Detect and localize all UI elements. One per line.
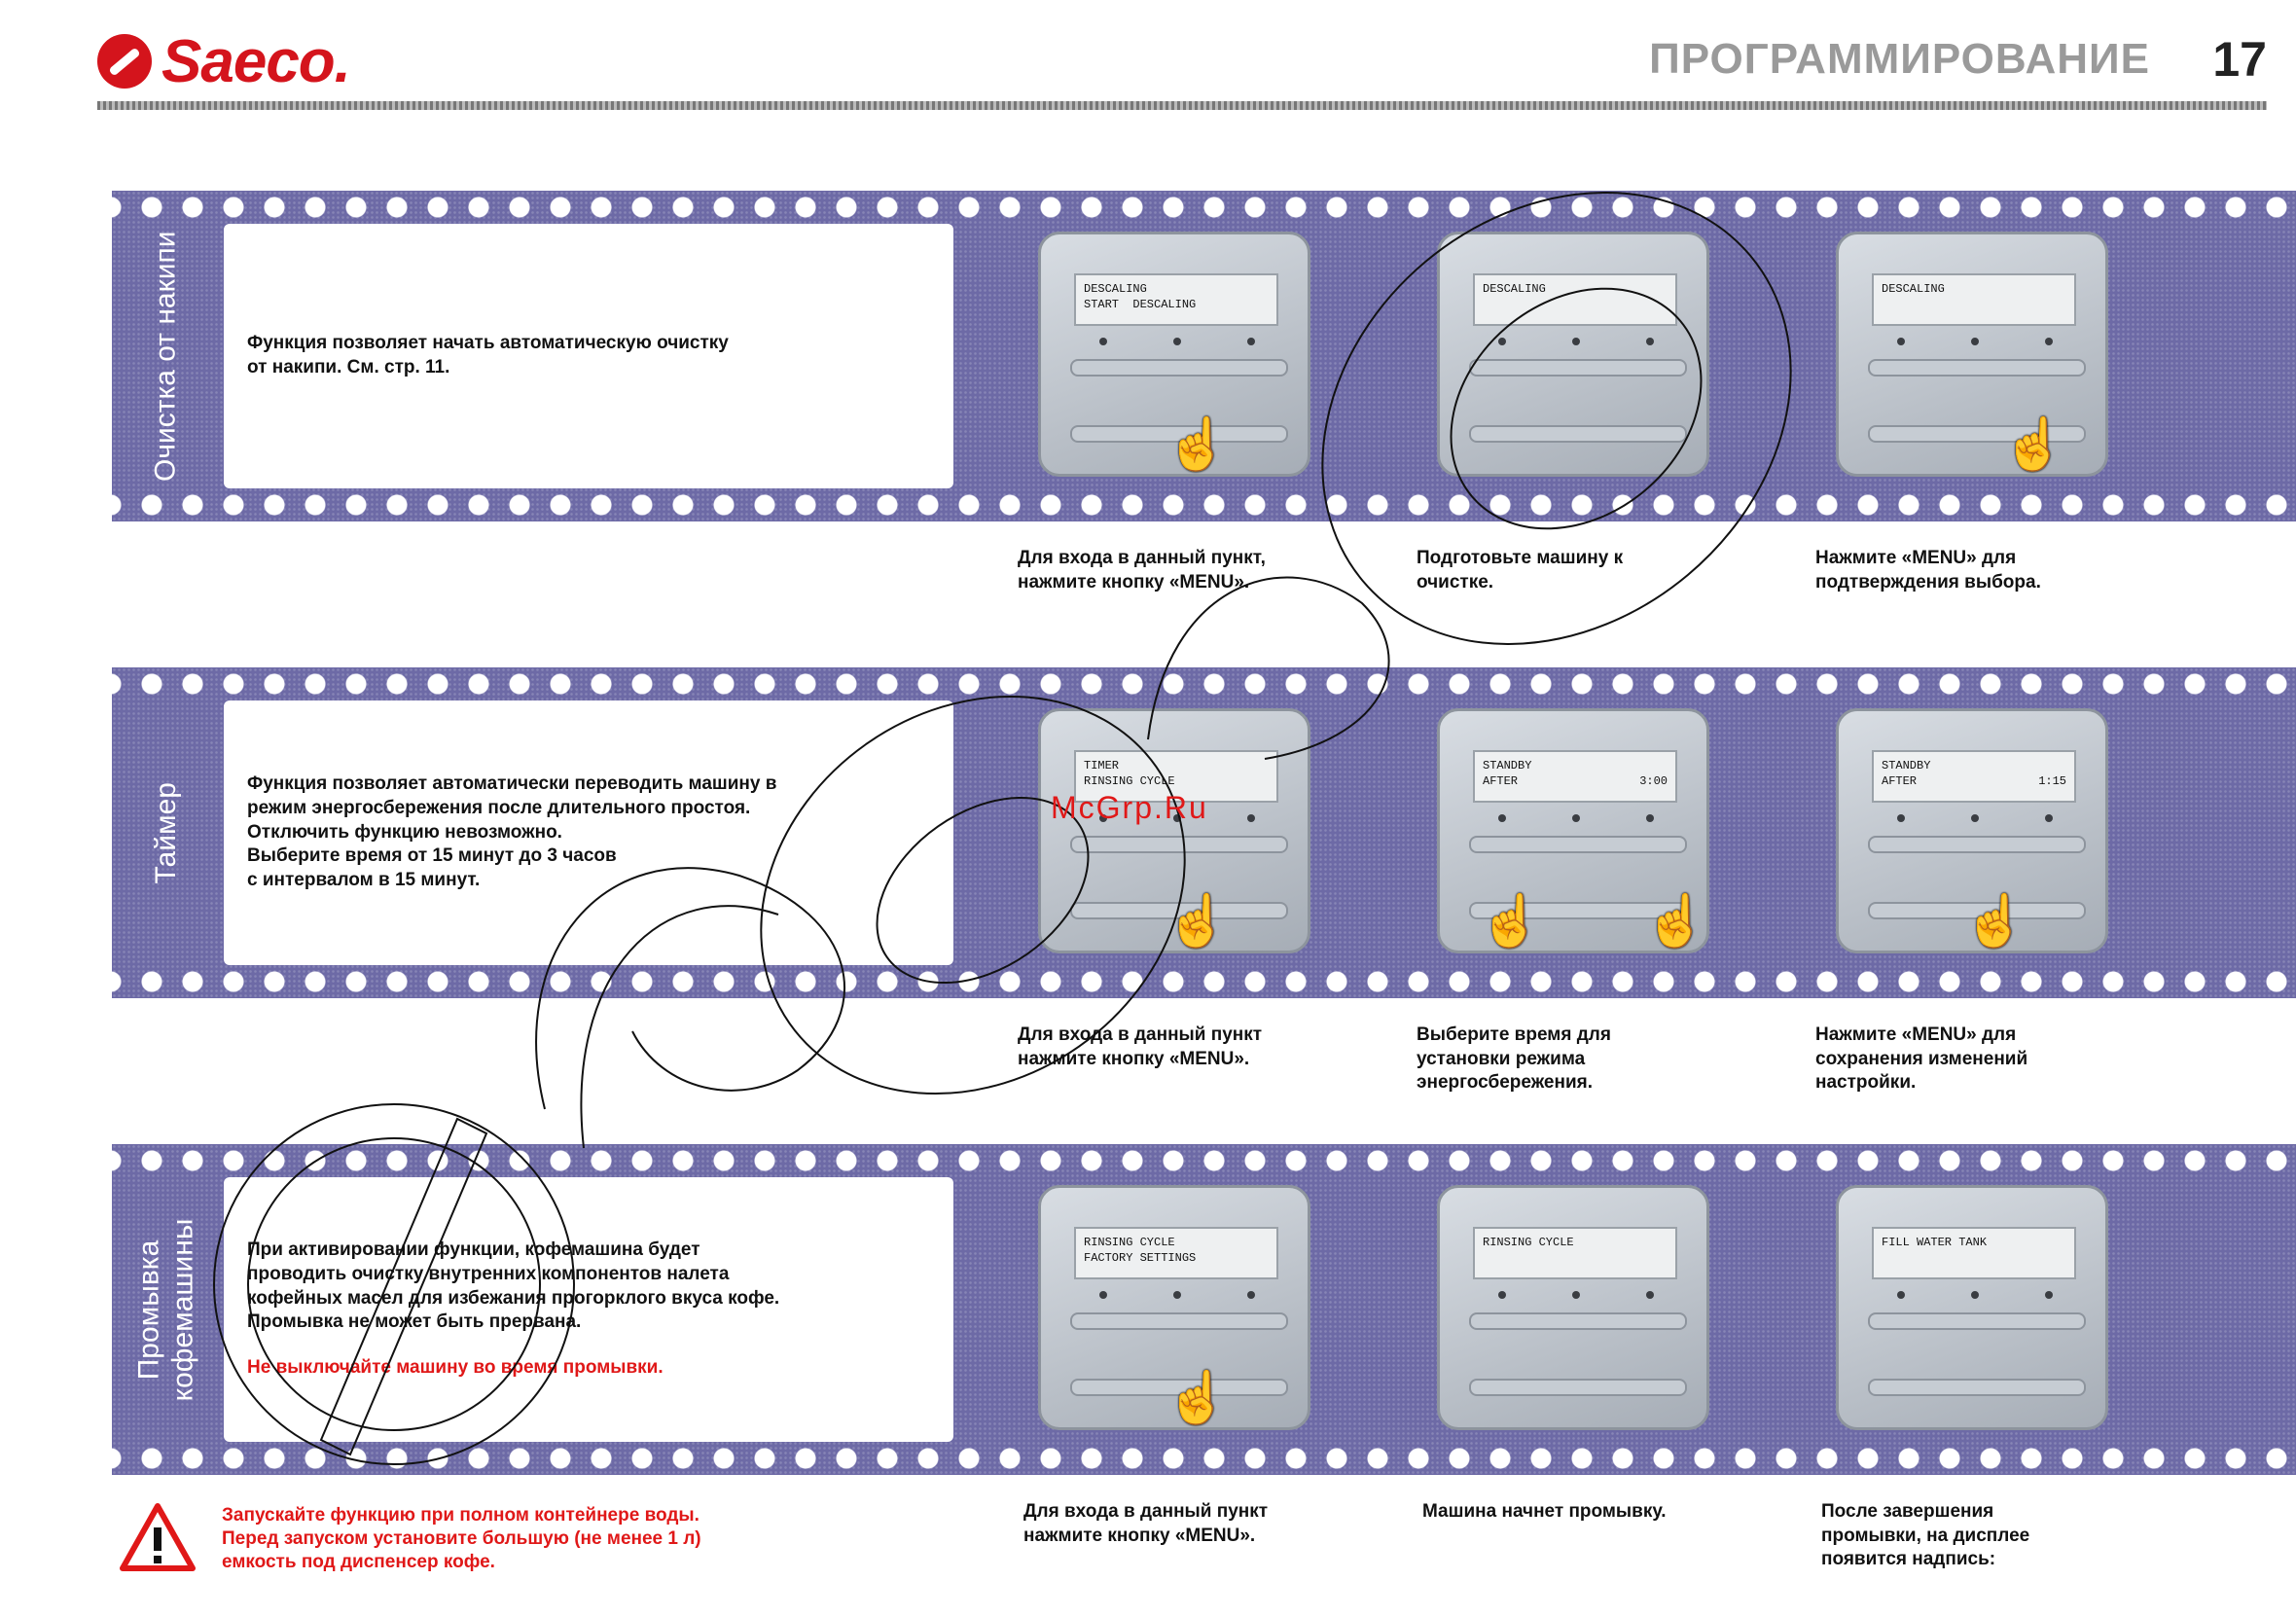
control-panel — [1038, 232, 1310, 477]
step-caption: Машина начнет промывку. — [1422, 1501, 1667, 1522]
warning-triangle-icon — [119, 1502, 197, 1572]
control-panel — [1038, 1185, 1310, 1430]
step-caption: Для входа в данный пункт нажмите кнопку «MENU». — [1023, 1501, 1269, 1546]
panel-display: DESCALING START DESCALING — [1074, 273, 1278, 326]
section-side-label: Очистка от накипи — [149, 231, 182, 482]
pointing-hand-icon: ☝ — [2002, 416, 2065, 473]
footer-warning: Запускайте функцию при полном контейнере воды. Перед запуском установите большую (не менее 1 л) емкость под диспенсер кофе. — [222, 1505, 701, 1572]
control-panel — [1038, 708, 1310, 953]
film-holes-bottom — [112, 493, 2296, 517]
film-holes-top — [112, 1149, 2296, 1172]
pointing-hand-icon: ☝ — [1166, 893, 1229, 950]
panel-display: DESCALING — [1872, 273, 2076, 326]
panel-display: STANDBY AFTER 3:00 — [1473, 750, 1677, 803]
saeco-logo — [97, 27, 350, 95]
section-description-box — [224, 700, 953, 965]
step-caption: Нажмите «MENU» для подтверждения выбора. — [1815, 548, 2041, 593]
panel-display: TIMER RINSING CYCLE — [1074, 750, 1278, 803]
pointing-hand-icon: ☝ — [1644, 893, 1707, 950]
control-panel — [1437, 232, 1709, 477]
section-rinsing — [112, 1144, 2296, 1475]
control-panel — [1836, 1185, 2108, 1430]
pointing-hand-icon: ☝ — [1963, 893, 2027, 950]
saeco-logo-icon — [97, 34, 152, 89]
pointing-hand-icon: ☝ — [1166, 1370, 1229, 1426]
section-side-label: Таймер — [149, 781, 182, 884]
control-panel — [1836, 232, 2108, 477]
step-caption: Для входа в данный пункт, нажмите кнопку «MENU». — [1018, 548, 1266, 593]
pointing-hand-icon: ☝ — [1166, 416, 1229, 473]
inline-warning: Не выключайте машину во время промывки. — [247, 1357, 664, 1379]
step-caption: После завершения промывки, на дисплее появится надпись: — [1821, 1501, 2030, 1570]
site-watermark: McGrp.Ru — [1051, 790, 1208, 825]
step-caption: Выберите время для установки режима энергосбережения. — [1417, 1024, 1611, 1094]
section-description: При активировании функции, кофемашина будет проводить очистку внутренних компонентов налета кофейных масел для избежания прогорклого вкуса кофе. Промывка не может быть прервана. — [247, 1239, 780, 1333]
control-panel — [1437, 708, 1709, 953]
step-caption: Нажмите «MENU» для сохранения изменений настройки. — [1815, 1024, 2028, 1094]
panel-display: STANDBY AFTER 1:15 — [1872, 750, 2076, 803]
control-panel — [1437, 1185, 1709, 1430]
section-description: Функция позволяет начать автоматическую очистку от накипи. См. стр. 11. — [247, 333, 729, 377]
film-holes-bottom — [112, 1447, 2296, 1470]
film-holes-top — [112, 672, 2296, 696]
panel-display: FILL WATER TANK — [1872, 1227, 2076, 1279]
section-description-box — [224, 224, 953, 488]
step-caption: Подготовьте машину к очистке. — [1417, 548, 1624, 593]
page-number: 17 — [2212, 32, 2267, 87]
pointing-hand-icon: ☝ — [1479, 893, 1542, 950]
step-caption: Для входа в данный пункт нажмите кнопку «MENU». — [1018, 1024, 1263, 1069]
film-holes-bottom — [112, 970, 2296, 993]
section-timer — [112, 667, 2296, 998]
film-holes-top — [112, 196, 2296, 219]
header-divider — [97, 101, 2267, 110]
control-panel — [1836, 708, 2108, 953]
panel-display: RINSING CYCLE FACTORY SETTINGS — [1074, 1227, 1278, 1279]
section-side-label: Промывка кофемашины — [132, 1218, 198, 1401]
section-description-box — [224, 1177, 953, 1442]
page-title: ПРОГРАММИРОВАНИЕ — [1649, 35, 2150, 83]
section-description: Функция позволяет автоматически переводить машину в режим энергосбережения после длительного простоя. Отключить функцию невозможно. Выберите время от 15 минут до 3 часов с интервалом в 15 минут. — [247, 773, 777, 891]
panel-display: DESCALING — [1473, 273, 1677, 326]
section-descaling — [112, 191, 2296, 521]
panel-display: RINSING CYCLE — [1473, 1227, 1677, 1279]
logo-text: Saeco. — [161, 27, 350, 95]
